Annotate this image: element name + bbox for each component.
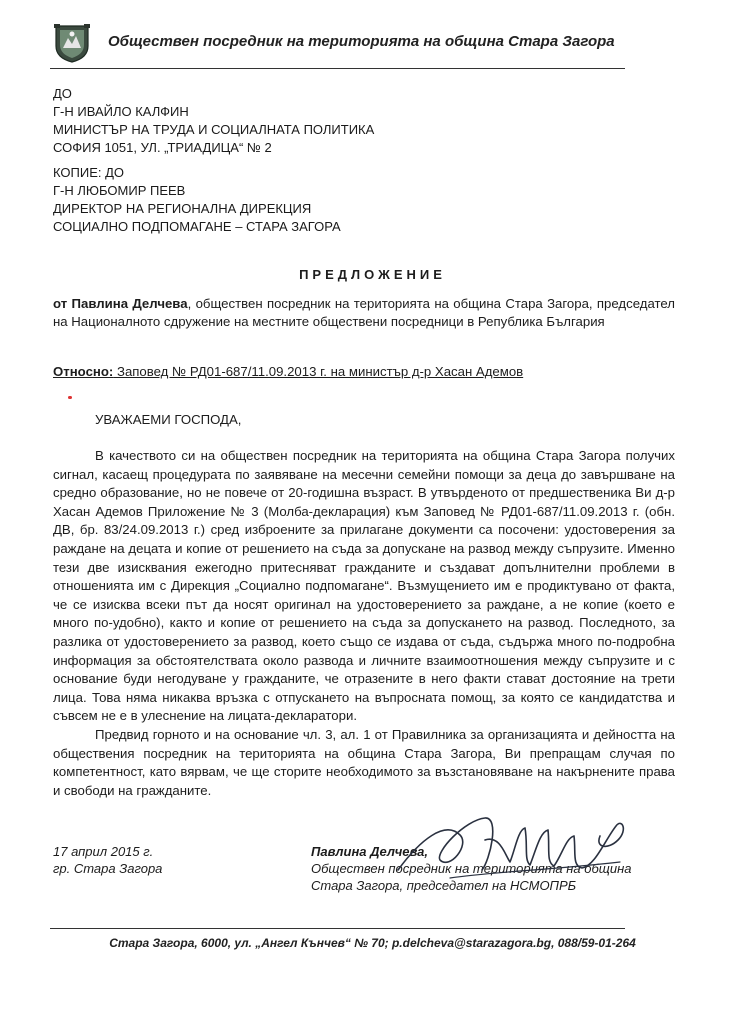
addressee-line: МИНИСТЪР НА ТРУДА И СОЦИАЛНАТА ПОЛИТИКА <box>53 122 375 137</box>
addressee-line: Г-Н ИВАЙЛО КАЛФИН <box>53 104 189 119</box>
copy-to-line: СОЦИАЛНО ПОДПОМАГАНЕ – СТАРА ЗАГОРА <box>53 219 341 234</box>
header-divider <box>50 68 625 69</box>
letter-date: 17 април 2015 г. <box>53 844 154 859</box>
copy-to-block <box>53 164 341 236</box>
copy-to-line: Г-Н ЛЮБОМИР ПЕЕВ <box>53 183 186 198</box>
body-paragraph: Предвид горното и на основание чл. 3, ал. 1 от Правилника за организацията и дейността на обществения посредник на територията на община Стара Загора, Ви препращам случая по компетентност, като вярвам, че ще сторите необходимото за възстановяване на накърнените права и свободи на гражданите. <box>53 726 675 798</box>
body-paragraph: В качеството си на обществен посредник на територията на община Стара Загора получих сигнал, касаещ процедурата по заявяване на месечни семейни помощи за деца до завършване на средно образование, но не повече от 20-годишна възраст. В утвърденото от предшественика Ви д-р Хасан Адемов Приложение № 3 (Молба-декларация) към Заповед № РД01-687/11.09.2013 г. (обн. ДВ, бр. 83/24.09.2013 г.) сред изброените за прилагане документи са посочени: удостоверения за раждане на децата и копие от решението на съда за допускане на развод между съпрузите. Именно тези две изисквания ежегодно притесняват гражданите и създават допълнителни проблеми в отношенията им с Дирекция „Социално подпомагане“. Възмущението им е продиктувано от факта, че се изисква всеки път да носят оригинал на удостоверението за раждане, а не копие (което е много по-удобно), както и копие от решението на съда за допускането на развод. Последното, за разлика от удостоверението за развод, което също се издава от съда, съдържа много по-подробна информация за обстоятелствата около развода и личните взаимоотношения между съпрузите и с основание буди негодуване у гражданите, че отразените в него факти стават достояние на трети лица. Това няма никаква връзка с отпускането на въпросната помощ, за която се кандидатства и съвсем не е в улеснение на лицата-декларатори. <box>53 448 675 724</box>
addressee-line: СОФИЯ 1051, УЛ. „ТРИАДИЦА“ № 2 <box>53 140 272 155</box>
footer-divider <box>50 928 625 929</box>
signatory-title: Обществен посредник на територията на община <box>311 861 632 876</box>
body-text <box>53 447 675 800</box>
from-paragraph <box>53 295 675 332</box>
addressee-block <box>53 85 374 157</box>
greeting: УВАЖАЕМИ ГОСПОДА, <box>95 412 242 427</box>
subject-line <box>53 364 523 379</box>
red-mark <box>68 396 72 399</box>
signatory-title: Стара Загора, председател на НСМОПРБ <box>311 878 577 893</box>
letter-place: гр. Стара Загора <box>53 861 163 876</box>
date-place-block <box>53 843 162 877</box>
coat-of-arms-icon <box>50 20 94 64</box>
handwritten-signature <box>390 800 640 890</box>
from-name: от Павлина Делчева <box>53 296 188 311</box>
document-title: ПРЕДЛОЖЕНИЕ <box>299 267 446 282</box>
footer-contact: Стара Загора, 6000, ул. „Ангел Кънчев“ № 70; p.delcheva@starazagora.bg, 088/59-01-264 <box>109 936 636 950</box>
copy-to-line: ДИРЕКТОР НА РЕГИОНАЛНА ДИРЕКЦИЯ <box>53 201 312 216</box>
from-description: , обществен посредник на територията на община Стара Загора, председател на Националното сдружение на местните обществени посредници в Република България <box>53 296 675 330</box>
copy-to-label: КОПИЕ: ДО <box>53 165 125 180</box>
subject-label: Относно: <box>53 364 114 379</box>
signatory-name: Павлина Делчева, <box>311 844 429 859</box>
subject-text: Заповед № РД01-687/11.09.2013 г. на министър д-р Хасан Адемов <box>113 364 524 379</box>
addressee-to-label: ДО <box>53 86 72 101</box>
header-title: Обществен посредник на територията на община Стара Загора <box>108 33 615 50</box>
